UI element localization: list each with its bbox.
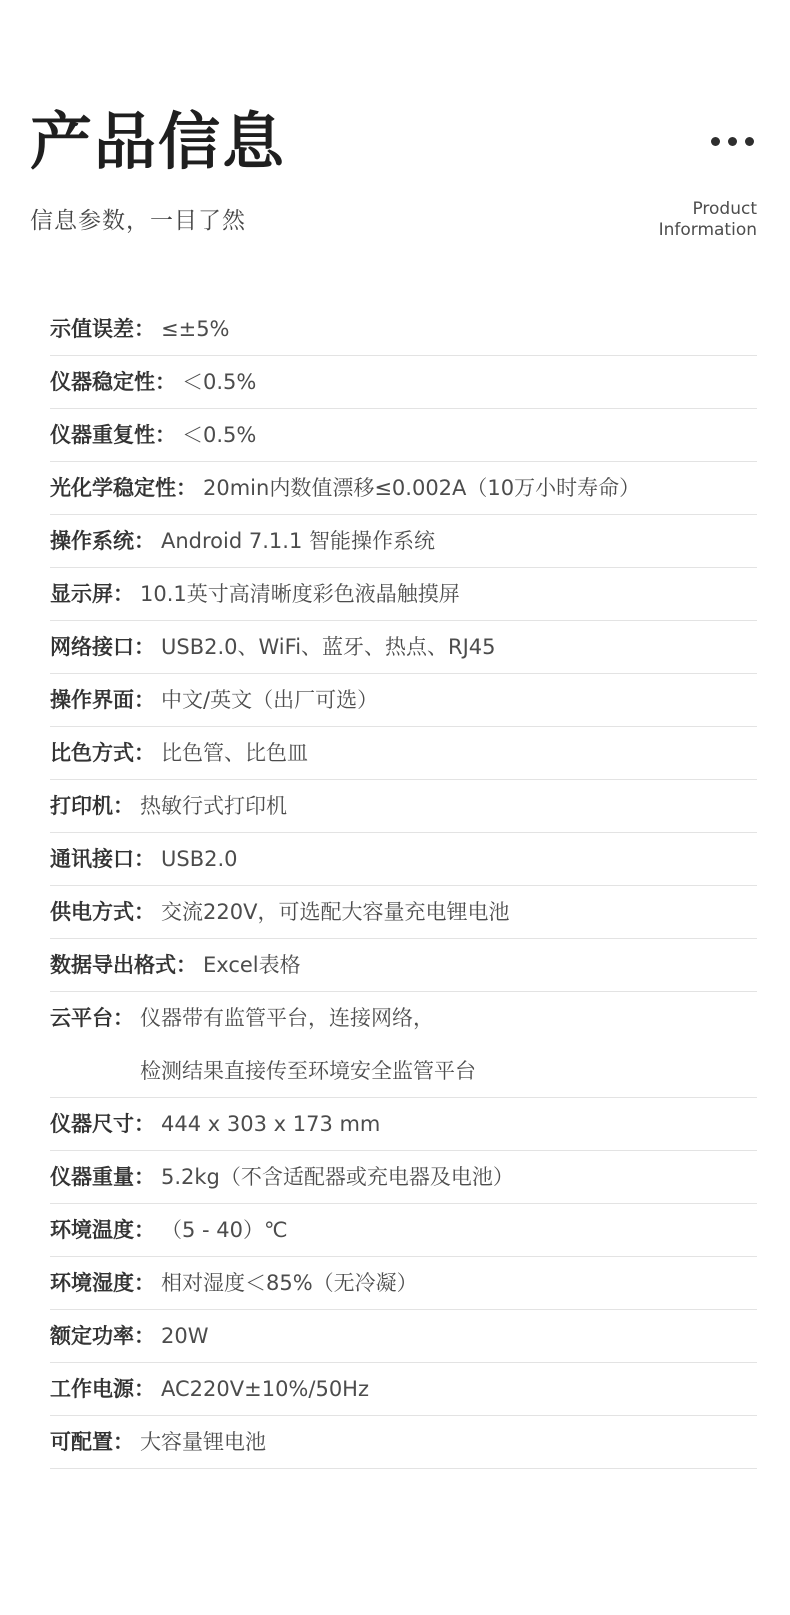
spec-label: 环境温度： bbox=[50, 1218, 155, 1243]
spec-label: 示值误差： bbox=[50, 317, 155, 342]
spec-label: 可配置： bbox=[50, 1430, 134, 1455]
page-title: 产品信息 bbox=[30, 105, 287, 178]
spec-value-line2: 检测结果直接传至环境安全监管平台 bbox=[140, 1059, 476, 1084]
page-subtitle: 信息参数，一目了然 bbox=[30, 208, 246, 235]
spec-label: 操作界面： bbox=[50, 688, 155, 713]
spec-row bbox=[50, 1257, 757, 1310]
spec-label: 比色方式： bbox=[50, 741, 155, 766]
spec-value: 仪器带有监管平台，连接网络， 检测结果直接传至环境安全监管平台 bbox=[140, 1002, 757, 1087]
spec-label: 供电方式： bbox=[50, 900, 155, 925]
spec-row bbox=[50, 1310, 757, 1363]
spec-label: 显示屏： bbox=[50, 582, 134, 607]
spec-row bbox=[50, 992, 757, 1098]
spec-value: 相对湿度＜85%（无冷凝） bbox=[161, 1271, 418, 1296]
spec-label: 云平台： bbox=[50, 1006, 134, 1031]
spec-value: 比色管、比色皿 bbox=[161, 741, 308, 766]
spec-row bbox=[50, 621, 757, 674]
spec-value: USB2.0 bbox=[161, 847, 238, 872]
spec-value: 5.2kg（不含适配器或充电器及电池） bbox=[161, 1165, 514, 1190]
dot-icon bbox=[711, 137, 720, 146]
spec-label: 额定功率： bbox=[50, 1324, 155, 1349]
spec-row bbox=[50, 727, 757, 780]
spec-row bbox=[50, 939, 757, 992]
spec-row bbox=[50, 409, 757, 462]
spec-row bbox=[50, 674, 757, 727]
spec-label: 仪器尺寸： bbox=[50, 1112, 155, 1137]
page-title-english-line2: Information bbox=[658, 220, 757, 240]
dot-icon bbox=[745, 137, 754, 146]
spec-value: 20min内数值漂移≤0.002A（10万小时寿命） bbox=[203, 476, 641, 501]
spec-value: （5 - 40）℃ bbox=[161, 1218, 288, 1243]
ellipsis-icon bbox=[711, 137, 754, 146]
spec-value: Excel表格 bbox=[203, 953, 301, 978]
spec-label: 仪器稳定性： bbox=[50, 370, 176, 395]
spec-row bbox=[50, 462, 757, 515]
spec-label: 打印机： bbox=[50, 794, 134, 819]
page-header bbox=[0, 0, 790, 240]
spec-row bbox=[50, 303, 757, 356]
spec-row bbox=[50, 568, 757, 621]
spec-value: 大容量锂电池 bbox=[140, 1430, 266, 1455]
spec-value: 交流220V，可选配大容量充电锂电池 bbox=[161, 900, 510, 925]
spec-value: USB2.0、WiFi、蓝牙、热点、RJ45 bbox=[161, 635, 496, 660]
spec-label: 工作电源： bbox=[50, 1377, 155, 1402]
spec-label: 数据导出格式： bbox=[50, 953, 197, 978]
spec-label: 光化学稳定性： bbox=[50, 476, 197, 501]
spec-label: 仪器重复性： bbox=[50, 423, 176, 448]
spec-label: 仪器重量： bbox=[50, 1165, 155, 1190]
page-title-english-line1: Product bbox=[692, 199, 757, 219]
spec-value: 20W bbox=[161, 1324, 209, 1349]
spec-value: ＜0.5% bbox=[182, 423, 257, 448]
spec-value: 热敏行式打印机 bbox=[140, 794, 287, 819]
spec-value: AC220V±10%/50Hz bbox=[161, 1377, 369, 1402]
spec-label: 网络接口： bbox=[50, 635, 155, 660]
spec-value: 中文/英文（出厂可选） bbox=[161, 688, 379, 713]
spec-label: 操作系统： bbox=[50, 529, 155, 554]
spec-row bbox=[50, 356, 757, 409]
spec-row bbox=[50, 515, 757, 568]
spec-list bbox=[50, 303, 757, 1469]
spec-value: ≤±5% bbox=[161, 317, 230, 342]
spec-row bbox=[50, 780, 757, 833]
spec-row bbox=[50, 886, 757, 939]
spec-row bbox=[50, 1204, 757, 1257]
page-title-english bbox=[659, 199, 757, 241]
spec-row bbox=[50, 833, 757, 886]
spec-value: 10.1英寸高清晰度彩色液晶触摸屏 bbox=[140, 582, 460, 607]
spec-value: 444 x 303 x 173 mm bbox=[161, 1112, 381, 1137]
spec-value: Android 7.1.1 智能操作系统 bbox=[161, 529, 435, 554]
spec-label: 通讯接口： bbox=[50, 847, 155, 872]
spec-row bbox=[50, 1151, 757, 1204]
spec-label: 环境湿度： bbox=[50, 1271, 155, 1296]
dot-icon bbox=[728, 137, 737, 146]
spec-row bbox=[50, 1363, 757, 1416]
spec-value: ＜0.5% bbox=[182, 370, 257, 395]
spec-row bbox=[50, 1098, 757, 1151]
spec-row bbox=[50, 1416, 757, 1469]
